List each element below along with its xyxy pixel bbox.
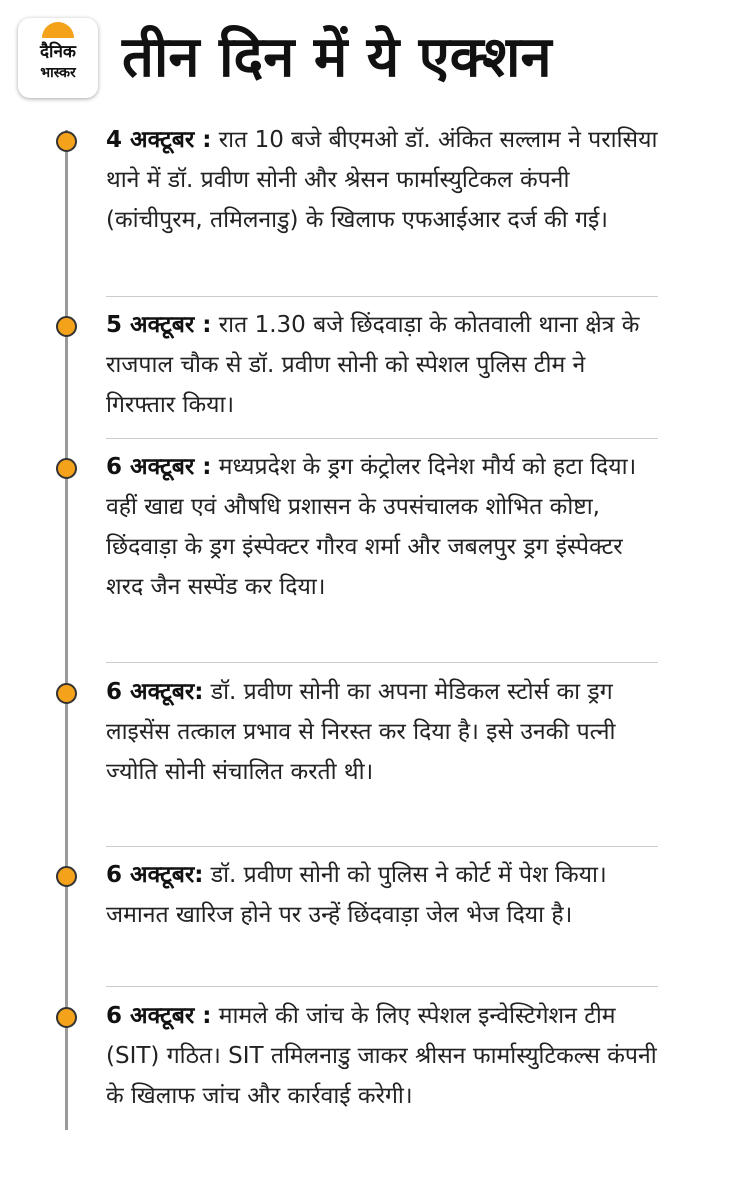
event-text bbox=[106, 447, 661, 607]
event-text bbox=[106, 855, 661, 935]
timeline-dot bbox=[56, 866, 77, 887]
event-date: 6 अक्टूबर: bbox=[106, 862, 204, 888]
sun-icon bbox=[42, 22, 74, 38]
event-description: रात 1.30 बजे छिंदवाड़ा के कोतवाली थाना क्षेत्र के राजपाल चौक से डॉ. प्रवीण सोनी को स्पेशल पुलिस टीम ने गिरफ्तार किया। bbox=[106, 312, 640, 418]
event-text bbox=[106, 672, 661, 792]
event-description: मध्यप्रदेश के ड्रग कंट्रोलर दिनेश मौर्य को हटा दिया। वहीं खाद्य एवं औषधि प्रशासन के उपसंचालक शोभित कोष्टा, छिंदवाड़ा के ड्रग इंस्पेक्टर गौरव शर्मा और जबलपुर ड्रग इंस्पेक्टर शरद जैन सस्पेंड कर दिया। bbox=[106, 454, 637, 600]
timeline-dot bbox=[56, 316, 77, 337]
event-date: 5 अक्टूबर : bbox=[106, 312, 212, 338]
event-date: 6 अक्टूबर: bbox=[106, 679, 204, 705]
event-date: 4 अक्टूबर : bbox=[106, 127, 212, 153]
divider bbox=[106, 438, 658, 439]
event-description: डॉ. प्रवीण सोनी का अपना मेडिकल स्टोर्स का ड्रग लाइसेंस तत्काल प्रभाव से निरस्त कर दिया है। इसे उनकी पत्नी ज्योति सोनी संचालित करती थी। bbox=[106, 679, 616, 785]
event-text bbox=[106, 996, 661, 1116]
header bbox=[0, 0, 730, 110]
divider bbox=[106, 986, 658, 987]
logo-text-bhaskar: भास्कर bbox=[40, 65, 76, 81]
timeline-dot bbox=[56, 131, 77, 152]
dainik-bhaskar-logo bbox=[18, 18, 98, 98]
timeline-line bbox=[65, 130, 68, 1130]
timeline-dot bbox=[56, 1007, 77, 1028]
event-description: रात 10 बजे बीएमओ डॉ. अंकित सल्लाम ने परासिया थाने में डॉ. प्रवीण सोनी और श्रेसन फार्मास्युटिकल कंपनी (कांचीपुरम, तमिलनाडु) के खिलाफ एफआईआर दर्ज की गई। bbox=[106, 127, 658, 233]
timeline-dot bbox=[56, 683, 77, 704]
timeline-dot bbox=[56, 458, 77, 479]
divider bbox=[106, 846, 658, 847]
divider bbox=[106, 662, 658, 663]
event-text bbox=[106, 305, 661, 425]
logo-text-dainik: दैनिक bbox=[40, 42, 76, 62]
page-title: तीन दिन में ये एक्शन bbox=[122, 25, 552, 90]
event-description: डॉ. प्रवीण सोनी को पुलिस ने कोर्ट में पेश किया। जमानत खारिज होने पर उन्हें छिंदवाड़ा जेल भेज दिया है। bbox=[106, 862, 607, 928]
event-date: 6 अक्टूबर : bbox=[106, 1003, 212, 1029]
event-text bbox=[106, 120, 661, 240]
event-date: 6 अक्टूबर : bbox=[106, 454, 212, 480]
divider bbox=[106, 296, 658, 297]
event-description: मामले की जांच के लिए स्पेशल इन्वेस्टिगेशन टीम (SIT) गठित। SIT तमिलनाडु जाकर श्रीसन फार्मास्युटिकल्स कंपनी के खिलाफ जांच और कार्रवाई करेगी। bbox=[106, 1003, 657, 1109]
